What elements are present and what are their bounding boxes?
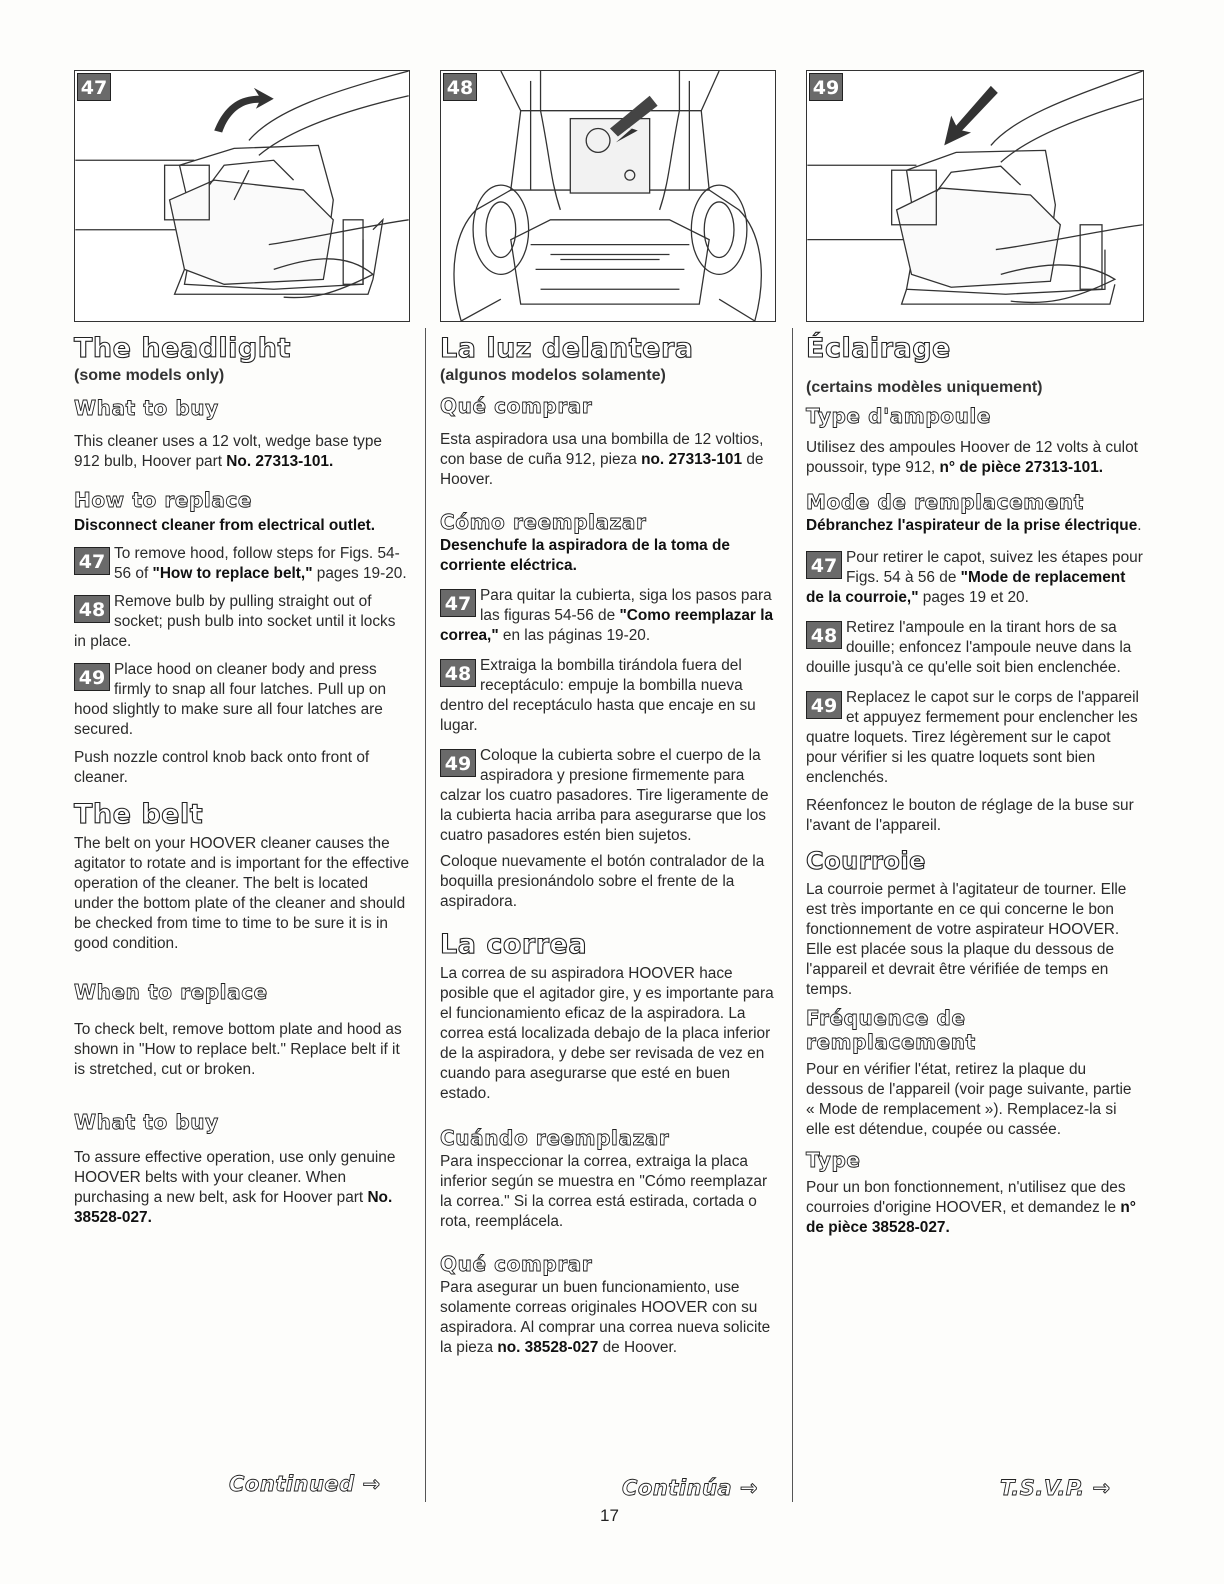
what-to-buy-text: Utilisez des ampoules Hoover de 12 volts à culot poussoir, type 912, n° de pièce 27313-101. (806, 439, 1138, 476)
step-48: 48 Remove bulb by pulling straight out of socket; push bulb into socket until it locks in place. (74, 593, 396, 650)
when-to-replace-text: To check belt, remove bottom plate and hood as shown in "How to replace belt." Replace belt if it is stretched, cut or broken. (74, 1021, 402, 1078)
step-47: 47 Para quitar la cubierta, siga los pasos para las figuras 54-56 de "Como reemplazar la correa," en las páginas 19-20. (440, 587, 774, 644)
hood-removal-illustration (75, 71, 409, 321)
what-to-buy-heading: What to buy (74, 396, 219, 420)
how-to-replace-heading: How to replace (74, 488, 253, 512)
what-to-buy-heading: Type d'ampoule (806, 404, 992, 428)
disconnect-warning: Disconnect cleaner from electrical outlet. (74, 517, 376, 534)
belt-text: La correa de su aspiradora HOOVER hace posible que el agitador gire, y es importante para el funcionamiento eficaz de la aspiradora. La correa está localizada debajo de la placa inferior de la aspiradora, y debe ser revisada de vez en cuando para asegurarse que esté en buen estado. (440, 965, 774, 1102)
disconnect-warning: Débranchez l'aspirateur de la prise électrique. (806, 517, 1142, 534)
bulb-socket-illustration (441, 71, 775, 321)
what-to-buy-belt-text: Pour un bon fonctionnement, n'utilisez que des courroies d'origine HOOVER, et demandez le n° de pièce 38528-027. (806, 1179, 1136, 1236)
belt-title: Courroie (806, 847, 926, 875)
push-nozzle-text: Réenfoncez le bouton de réglage de la buse sur l'avant de l'appareil. (806, 797, 1134, 834)
what-to-buy-text: Esta aspiradora usa una bombilla de 12 voltios, con base de cuña 912, pieza no. 27313-101 de Hoover. (440, 431, 764, 488)
when-to-replace-heading: Fréquence de remplacement (806, 1006, 976, 1054)
when-to-replace-text: Para inspeccionar la correa, extraiga la placa inferior según se muestra en "Cómo reemplazar la correa." Si la correa está estirada, cortada o rota, reemplácela. (440, 1153, 768, 1230)
step-badge-47: 47 (806, 551, 842, 579)
when-to-replace-text: Pour en vérifier l'état, retirez la plaque du dessous de l'appareil (voir page suivante, partie « Mode de remplacement »). Remplacez-la si elle est détendue, coupée ou cassée. (806, 1061, 1132, 1138)
column-divider-right (792, 328, 793, 1502)
step-badge-48: 48 (440, 659, 476, 687)
what-to-buy-text: This cleaner uses a 12 volt, wedge base type 912 bulb, Hoover part No. 27313-101. (74, 433, 382, 470)
subtitle: (algunos modelos solamente) (440, 367, 666, 384)
french-column (806, 70, 1144, 1238)
step-badge-49: 49 (74, 663, 110, 691)
continued-label-spanish: Continúa → (622, 1476, 759, 1500)
continued-label-french: T.S.V.P. → (1000, 1476, 1111, 1500)
hood-replace-illustration (807, 71, 1143, 321)
disconnect-warning: Desenchufe la aspiradora de la toma de corriente eléctrica. (440, 537, 730, 574)
belt-text: The belt on your HOOVER cleaner causes the agitator to rotate and is important for the effective operation of the cleaner. The belt is located under the bottom plate of the cleaner and should be checked from time to time to be sure it is in good condition. (74, 835, 410, 952)
step-badge-47: 47 (74, 547, 110, 575)
spanish-column (440, 70, 776, 1358)
what-to-buy-belt-text: Para asegurar un buen funcionamiento, use solamente correas originales HOOVER con su aspiradora. Al comprar una correa nueva solicite la pieza no. 38528-027 de Hoover. (440, 1279, 771, 1356)
subtitle: (certains modèles uniquement) (806, 379, 1043, 396)
figure-badge: 48 (443, 73, 477, 101)
step-48: 48 Extraiga la bombilla tirándola fuera del receptáculo: empuje la bombilla nueva dentro del receptáculo hasta que encaje en su lugar. (440, 657, 756, 734)
step-badge-49: 49 (440, 749, 476, 777)
belt-title: La correa (440, 929, 588, 960)
push-nozzle-text: Push nozzle control knob back onto front of cleaner. (74, 749, 370, 786)
step-badge-49: 49 (806, 691, 842, 719)
what-to-buy-belt-heading: Type (806, 1148, 861, 1172)
english-column (74, 70, 410, 1228)
headlight-title: La luz delantera (440, 333, 694, 364)
step-badge-47: 47 (440, 589, 476, 617)
step-49: 49 Replacez le capot sur le corps de l'appareil et appuyez fermement pour enclencher les quatre loquets. Tirez légèrement sur le capot pour vérifier si les quatre loquets sont bien enclenchés. (806, 689, 1139, 786)
how-to-replace-heading: Cómo reemplazar (440, 510, 647, 534)
step-47: 47 Pour retirer le capot, suivez les étapes pour Figs. 54 à 56 de "Mode de replacement de la courroie," pages 19 et 20. (806, 549, 1143, 606)
step-badge-48: 48 (74, 595, 110, 623)
belt-text: La courroie permet à l'agitateur de tourner. Elle est très importante en ce qui concerne le bon fonctionnement de votre aspirateur HOOVER. Elle est placée sous la plaque du dessous de l'appareil et devrait être vérifiée de temps en temps. (806, 881, 1127, 998)
step-badge-48: 48 (806, 621, 842, 649)
belt-title: The belt (74, 799, 204, 830)
when-to-replace-heading: When to replace (74, 980, 268, 1004)
figure-badge: 47 (77, 73, 111, 101)
continued-label-english: Continued → (229, 1472, 381, 1496)
headlight-title: Éclairage (806, 333, 951, 364)
how-to-replace-heading: Mode de remplacement (806, 490, 1084, 514)
what-to-buy-belt-heading: What to buy (74, 1110, 219, 1134)
what-to-buy-heading: Qué comprar (440, 394, 593, 418)
step-47: 47 To remove hood, follow steps for Figs. 54-56 of "How to replace belt," pages 19-20. (74, 544, 410, 584)
when-to-replace-heading: Cuándo reemplazar (440, 1126, 670, 1150)
what-to-buy-belt-text: To assure effective operation, use only genuine HOOVER belts with your cleaner. When purchasing a new belt, ask for Hoover part No. 38528-027. (74, 1149, 396, 1226)
column-divider-left (425, 328, 426, 1502)
subtitle: (some models only) (74, 367, 225, 384)
figure-47 (74, 70, 410, 322)
headlight-title: The headlight (74, 333, 291, 364)
push-nozzle-text: Coloque nuevamente el botón contralador de la boquilla presionándolo sobre el frente de la aspiradora. (440, 853, 765, 910)
page-number: 17 (600, 1506, 619, 1525)
figure-48 (440, 70, 776, 322)
figure-49 (806, 70, 1144, 322)
what-to-buy-belt-heading: Qué comprar (440, 1252, 593, 1276)
step-48: 48 Retirez l'ampoule en la tirant hors de sa douille; enfoncez l'ampoule neuve dans la douille jusqu'à ce qu'elle soit bien enclenchée. (806, 619, 1132, 676)
step-49: 49 Coloque la cubierta sobre el cuerpo de la aspiradora y presione firmemente para calzar los cuatro pasadores. Tire ligeramente de la cubierta hacia arriba para asegurarse que los cuatro pasadores estén bien sujetos. (440, 747, 769, 844)
figure-badge: 49 (809, 73, 843, 101)
step-49: 49 Place hood on cleaner body and press firmly to snap all four latches. Pull up on hood slightly to make sure all four latches are secured. (74, 661, 387, 738)
